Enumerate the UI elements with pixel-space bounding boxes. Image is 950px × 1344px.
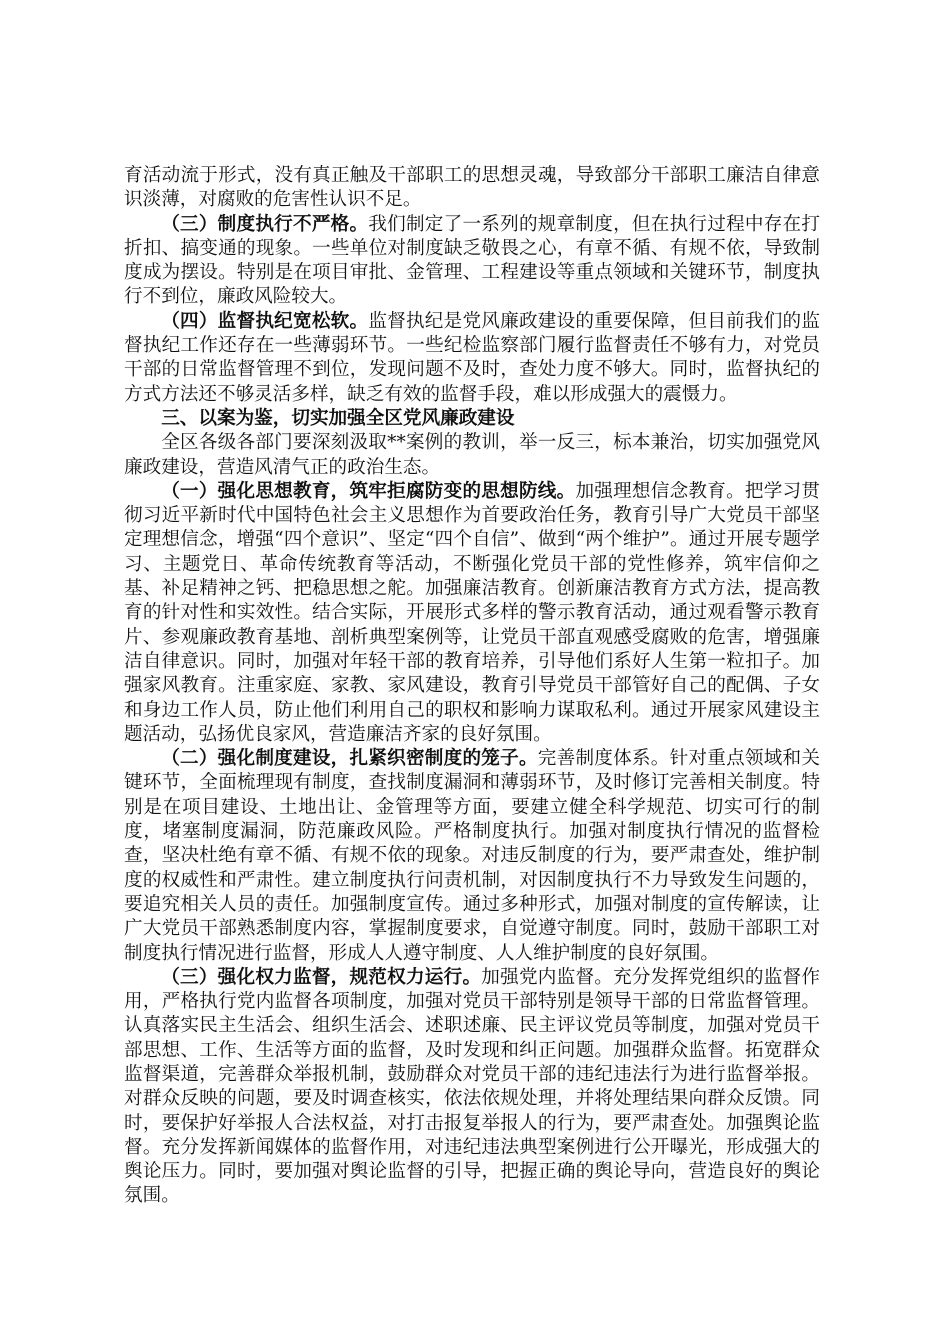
paragraph-heading: （三）强化权力监督，规范权力运行。	[161, 966, 482, 988]
paragraph-heading: （二）强化制度建设，扎紧织密制度的笼子。	[161, 748, 538, 770]
paragraph-measure-1	[124, 480, 820, 747]
paragraph-heading: （四）监督执纪宽松软。	[161, 310, 369, 332]
paragraph-body: 我们制定了一系列的规章制度，但在执行过程中存在打折扣、搞变通的现象。一些单位对制度缺乏敬畏之心，有章不循、有规不依，导致制度成为摆设。特别是在项目审批、金管理、工程建设等重点领域和关键环节，制度执行不到位，廉政风险较大。	[124, 213, 820, 308]
paragraph-section-3-institution	[124, 213, 820, 310]
paragraph-body: 加强理想信念教育。把学习贯彻习近平新时代中国特色社会主义思想作为首要政治任务，教育引导广大党员干部坚定理想信念，增强“四个意识”、坚定“四个自信”、做到“两个维护”。通过开展专题学习、主题党日、革命传统教育等活动，不断强化党员干部的党性修养，筑牢信仰之基、补足精神之钙、把稳思想之舵。加强廉洁教育。创新廉洁教育方式方法，提高教育的针对性和实效性。结合实际，开展形式多样的警示教育活动，通过观看警示教育片、参观廉政教育基地、剖析典型案例等，让党员干部直观感受腐败的危害，增强廉洁自律意识。同时，加强对年轻干部的教育培养，引导他们系好人生第一粒扣子。加强家风教育。注重家庭、家教、家风建设，教育引导党员干部管好自己的配偶、子女和身边工作人员，防止他们利用自己的职权和影响力谋取私利。通过开展家风建设主题活动，弘扬优良家风，营造廉洁齐家的良好氛围。	[124, 480, 820, 745]
paragraph-measure-2	[124, 747, 820, 966]
paragraph-body: 加强党内监督。充分发挥党组织的监督作用，严格执行党内监督各项制度，加强对党员干部特别是领导干部的日常监督管理。认真落实民主生活会、组织生活会、述职述廉、民主评议党员等制度，加强对党员干部思想、工作、生活等方面的监督，及时发现和纠正问题。加强群众监督。拓宽群众监督渠道，完善群众举报机制，鼓励群众对党员干部的违纪违法行为进行监督举报。对群众反映的问题，要及时调查核实，依法依规处理，并将处理结果向群众反馈。同时，要保护好举报人合法权益，对打击报复举报人的行为，要严肃查处。加强舆论监督。充分发挥新闻媒体的监督作用，对违纪违法典型案例进行公开曝光，形成强大的舆论压力。同时，要加强对舆论监督的引导，把握正确的舆论导向，营造良好的舆论氛围。	[124, 966, 820, 1207]
section-title: 三、以案为鉴，切实加强全区党风廉政建设	[161, 407, 515, 429]
paragraph-continuation	[124, 164, 820, 213]
section-heading-three	[124, 407, 820, 431]
paragraph-body: 完善制度体系。针对重点领域和关键环节，全面梳理现有制度，查找制度漏洞和薄弱环节，及时修订完善相关制度。特别是在项目建设、土地出让、金管理等方面，要建立健全科学规范、切实可行的制度，堵塞制度漏洞，防范廉政风险。严格制度执行。加强对制度执行情况的监督检查，坚决杜绝有章不循、有规不依的现象。对违反制度的行为，要严肃查处，维护制度的权威性和严肃性。建立制度执行问责机制，对因制度执行不力导致发生问题的，要追究相关人员的责任。加强制度宣传。通过多种形式，加强对制度的宣传解读，让广大党员干部熟悉制度内容，掌握制度要求，自觉遵守制度。同时，鼓励干部职工对制度执行情况进行监督，形成人人遵守制度、人人维护制度的良好氛围。	[124, 748, 820, 964]
paragraph-measure-3	[124, 966, 820, 1209]
paragraph-body: 育活动流于形式，没有真正触及干部职工的思想灵魂，导致部分干部职工廉洁自律意识淡薄，对腐败的危害性认识不足。	[124, 165, 820, 211]
paragraph-heading: （三）制度执行不严格。	[161, 213, 369, 235]
paragraph-body: 全区各级各部门要深刻汲取**案例的教训，举一反三，标本兼治，切实加强党风廉政建设，营造风清气正的政治生态。	[124, 432, 820, 478]
document-page	[124, 164, 820, 1209]
paragraph-section-4-supervision	[124, 310, 820, 407]
paragraph-body: 监督执纪是党风廉政建设的重要保障，但目前我们的监督执纪工作还存在一些薄弱环节。一些纪检监察部门履行监督责任不够有力，对党员干部的日常监督管理不到位，发现问题不及时，查处力度不够大。同时，监督执纪的方式方法还不够灵活多样，缺乏有效的监督手段，难以形成强大的震慑力。	[124, 310, 820, 405]
paragraph-heading: （一）强化思想教育，筑牢拒腐防变的思想防线。	[161, 480, 576, 502]
paragraph-intro	[124, 431, 820, 480]
